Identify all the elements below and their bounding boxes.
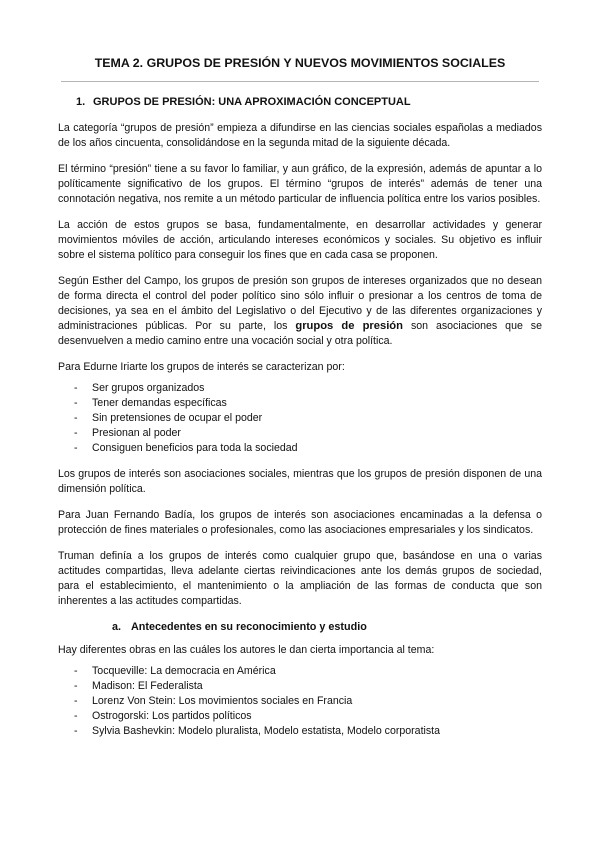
campo-text-before: Según Esther del Campo, los grupos de presión son grupos de intereses organizados que no desean de forma directa el control del poder político sino sólo influir o presionar a los centros de toma de decisiones, ya sea en el ámbito del Legislativo o del Ejecutivo y de las diferentes organizaciones y administraciones públicas. Por su parte, los bbox=[58, 275, 542, 332]
list-item bbox=[58, 694, 542, 709]
paragraph-iriarte-intro: Para Edurne Iriarte los grupos de interés se caracterizan por: bbox=[58, 361, 345, 373]
list-item bbox=[58, 724, 542, 739]
document-body bbox=[58, 95, 542, 750]
subsection-letter: a. bbox=[112, 621, 122, 633]
list-item-text: Sin pretensiones de ocupar el poder bbox=[92, 412, 263, 424]
list-item bbox=[58, 396, 542, 411]
paragraph-interes-vs-presion: Los grupos de interés son asociaciones sociales, mientras que los grupos de presión disponen de una dimensión política. bbox=[58, 468, 542, 495]
bullet-dash: - bbox=[74, 695, 78, 707]
list-item bbox=[58, 381, 542, 396]
list-item bbox=[58, 411, 542, 426]
list-item bbox=[58, 664, 542, 679]
list-item bbox=[58, 679, 542, 694]
list-item-text: Ostrogorski: Los partidos políticos bbox=[92, 710, 252, 722]
list-item-text: Ser grupos organizados bbox=[92, 382, 205, 394]
bullet-dash: - bbox=[74, 665, 78, 677]
section-heading bbox=[58, 95, 542, 110]
bullet-dash: - bbox=[74, 397, 78, 409]
list-item-text: Tener demandas específicas bbox=[92, 397, 227, 409]
obras-list bbox=[58, 664, 542, 739]
list-item bbox=[58, 426, 542, 441]
paragraph-termino-presion: El término “presión” tiene a su favor lo familiar, y aun gráfico, de la expresión, además de apuntar a lo políticamente significativo de los grupos. El término “grupos de interés” además de tener una connotación negativa, nos remite a un método particular de influencia política entre los varios posibles. bbox=[58, 163, 542, 205]
list-item-text: Madison: El Federalista bbox=[92, 680, 203, 692]
campo-text-after: son asociaciones que se desenvuelven a medio camino entre una vocación social y otra política. bbox=[58, 320, 542, 347]
list-item-text: Consiguen beneficios para toda la sociedad bbox=[92, 442, 298, 454]
paragraph-categoria: La categoría “grupos de presión” empieza a difundirse en las ciencias sociales españolas a mediados de los años cincuenta, consolidándose en la segunda mitad de la siguiente década. bbox=[58, 122, 542, 149]
paragraph-esther-del-campo bbox=[58, 274, 542, 349]
list-item-text: Lorenz Von Stein: Los movimientos sociales en Francia bbox=[92, 695, 353, 707]
bullet-dash: - bbox=[74, 427, 78, 439]
bullet-dash: - bbox=[74, 412, 78, 424]
section-number: 1. bbox=[76, 96, 86, 108]
campo-bold-term: grupos de presión bbox=[295, 320, 403, 332]
bullet-dash: - bbox=[74, 725, 78, 737]
subsection-heading bbox=[58, 620, 542, 635]
bullet-dash: - bbox=[74, 710, 78, 722]
paragraph-obras-intro: Hay diferentes obras en las cuáles los autores le dan cierta importancia al tema: bbox=[58, 644, 435, 656]
bullet-dash: - bbox=[74, 680, 78, 692]
list-item-text: Presionan al poder bbox=[92, 427, 181, 439]
document-title: TEMA 2. GRUPOS DE PRESIÓN Y NUEVOS MOVIMIENTOS SOCIALES bbox=[94, 56, 506, 70]
section-title: GRUPOS DE PRESIÓN: UNA APROXIMACIÓN CONCEPTUAL bbox=[93, 96, 411, 108]
title-divider bbox=[61, 81, 539, 82]
bullet-dash: - bbox=[74, 382, 78, 394]
list-item bbox=[58, 709, 542, 724]
paragraph-accion-grupos: La acción de estos grupos se basa, fundamentalmente, en desarrollar actividades y generar movimientos móviles de acción, articulando intereses económicos y sociales. Su objetivo es influir sobre el sistema político para conseguir los fines que en cada casa se proponen. bbox=[58, 219, 542, 261]
iriarte-list bbox=[58, 381, 542, 456]
list-item-text: Sylvia Bashevkin: Modelo pluralista, Modelo estatista, Modelo corporatista bbox=[92, 725, 441, 737]
list-item-text: Tocqueville: La democracia en América bbox=[92, 665, 276, 677]
subsection-title: Antecedentes en su reconocimiento y estudio bbox=[131, 621, 367, 633]
paragraph-fernando-badia: Para Juan Fernando Badía, los grupos de interés son asociaciones encaminadas a la defensa o protección de fines materiales o profesionales, como las asociaciones empresariales y los sindicatos. bbox=[58, 509, 542, 536]
paragraph-truman: Truman definía a los grupos de interés como cualquier grupo que, basándose en una o varias actitudes compartidas, lleva adelante ciertas reivindicaciones ante los demás grupos de sociedad, para el establecimiento, el mantenimiento o la ampliación de las formas de conducta que son inherentes a las actitudes compartidas. bbox=[58, 550, 542, 607]
bullet-dash: - bbox=[74, 442, 78, 454]
list-item bbox=[58, 441, 542, 456]
